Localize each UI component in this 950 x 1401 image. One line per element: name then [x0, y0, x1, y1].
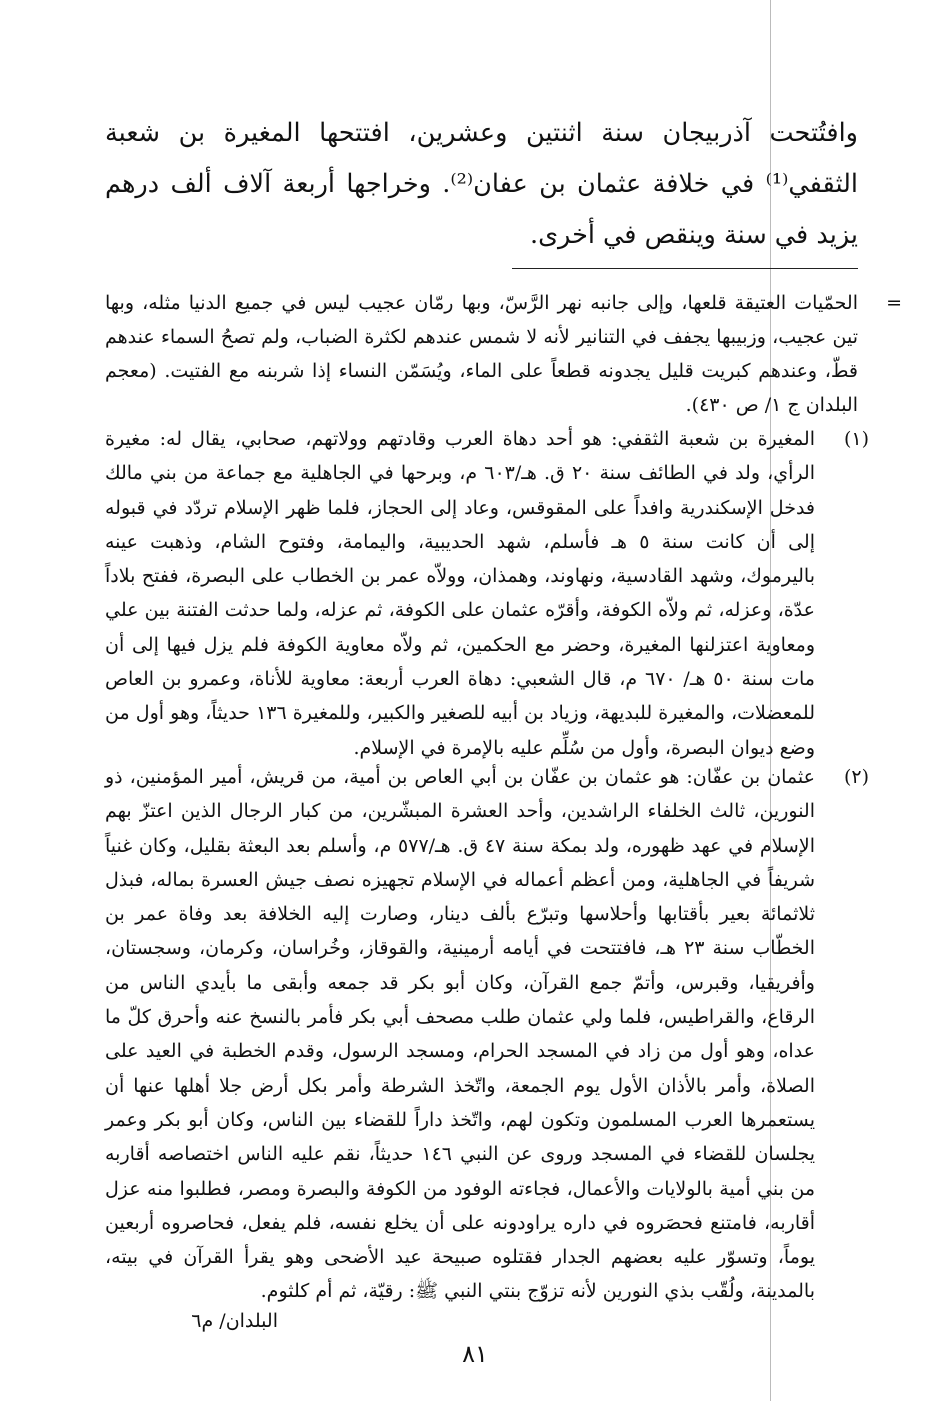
footnote-separator [512, 268, 858, 269]
footnote-2 [105, 760, 869, 1309]
printer-signature: البلدان/ م٦ [191, 1310, 278, 1332]
footnote-1-number: (١) [843, 428, 869, 450]
page-number: ٨١ [462, 1340, 488, 1368]
footnote-1-text: المغيرة بن شعبة الثقفي: هو أحد دهاة العرب وقادتهم وولاتهم، صحابي، يقال له: مغيرة الرأي، ولد في الطائف سنة ٢٠ ق. هـ/٦٠٣ م، وبرحها في الجاهلية مع جماعة من بني مالك فدخل الإسكندرية وافداً على المقوقس، وعاد إلى الحجاز، فلما ظهر الإسلام تردّد في قبوله إلى أن كانت سنة ٥ هـ فأسلم، شهد الحديبية، واليمامة، وفتوح الشام، وذهبت عينه باليرموك، وشهد القادسية، ونهاوند، وهمذان، وولاّه عمر بن الخطاب على البصرة، ففتح بلاداً عدّة، وعزله، ثم ولاّه الكوفة، وأقرّه عثمان على الكوفة، ثم عزله، ولما حدثت الفتنة بين علي ومعاوية اعتزلنها المغيرة، وحضر مع الحكمين، ثم ولاّه معاوية الكوفة فلم يزل فيها إلى أن مات سنة ٥٠ هـ/ ٦٧٠ م، قال الشعبي: دهاة العرب أربعة: معاوية للأناة، وعمرو بن العاص للمعضلات، والمغيرة للبديهة، وزياد بن أبيه للصغير والكبير، وللمغيرة ١٣٦ حديثاً، وهو أول من وضع ديوان البصرة، وأول من سُلِّم عليه بالإمرة في الإسلام. [105, 428, 816, 759]
main-paragraph: وافتُتحت آذربيجان سنة اثنتين وعشرين، افتتحها المغيرة بن شعبة الثقفي⁽¹⁾ في خلافة عثمان بن عفان⁽²⁾. وخراجها أربعة آلاف ألف درهم يزيد في سنة وينقص في أخرى. [105, 118, 858, 250]
footnote-continuation [105, 286, 902, 422]
footnote-2-number: (٢) [843, 766, 869, 788]
footnote-continuation-text: الحمّيات العتيقة قلعها، وإلى جانبه نهر الرَّسّ، وبها رمّان عجيب ليس في جميع الدنيا مثله، وبها تين عجيب، وزبيبها يجفف في التنانير لأنه لا شمس عندهم لكثرة الضباب، ولم تصحُ السماء عندهم قطّ، وعندهم كبريت قليل يجدونه قطعاً على الماء، ويُسَمّن النساء إذا شربنه مع الفتيت. (معجم البلدان ج ١/ ص ٤٣٠). [105, 292, 858, 416]
footnote-2-text: عثمان بن عفّان: هو عثمان بن عفّان بن أبي العاص بن أمية، من قريش، أمير المؤمنين، ذو النورين، ثالث الخلفاء الراشدين، وأحد العشرة المبشّرين، من كبار الرجال الذين اعتزّ بهم الإسلام في عهد ظهوره، ولد بمكة سنة ٤٧ ق. هـ/٥٧٧ م، وأسلم بعد البعثة بقليل، وكان غنياً شريفاً في الجاهلية، ومن أعظم أعماله في الإسلام تجهيزه نصف جيش العسرة بماله، فبذل ثلاثمائة بعير بأقتابها وأحلاسها وتبرّع بألف دينار، وصارت إليه الخلافة بعد وفاة عمر بن الخطّاب سنة ٢٣ هـ، فافتتحت في أيامه أرمينية، والقوقاز، وخُراسان، وكرمان، وسجستان، وأفريقيا، وقبرس، وأتمّ جمع القرآن، وكان أبو بكر قد جمعه وأبقى ما بأيدي الناس من الرقاع، والقراطيس، فلما ولي عثمان طلب مصحف أبي بكر فأمر بالنسخ عنه وأحرق كلّ ما عداه، وهو أول من زاد في المسجد الحرام، ومسجد الرسول، وقدم الخطبة في العيد على الصلاة، وأمر بالأذان الأول يوم الجمعة، واتّخذ الشرطة وأمر بكل أرض جلا أهلها عنها أن يستعمرها العرب المسلمون وتكون لهم، واتّخذ داراً للقضاء بين الناس، وكان أبو بكر وعمر يجلسان للقضاء في المسجد وروى عن النبي ١٤٦ حديثاً، نقم عليه الناس اختصاصه أقاربه من بني أمية بالولايات والأعمال، فجاءته الوفود من الكوفة والبصرة ومصر، فطلبوا منه عزل أقاربه، فامتنع فحصَروه في داره يراودونه على أن يخلع نفسه، فلم يفعل، فحاصروه أربعين يوماً، وتسوّر عليه بعضهم الجدار فقتلوه صبيحة عيد الأضحى وهو يقرأ القرآن في بيته، بالمدينة، ولُقّب بذي النورين لأنه تزوّج بنتي النبي ﷺ: رقيّة، ثم أم كلثوم. [105, 766, 815, 1303]
continuation-marker: = [886, 292, 902, 314]
footnote-1 [105, 422, 869, 765]
